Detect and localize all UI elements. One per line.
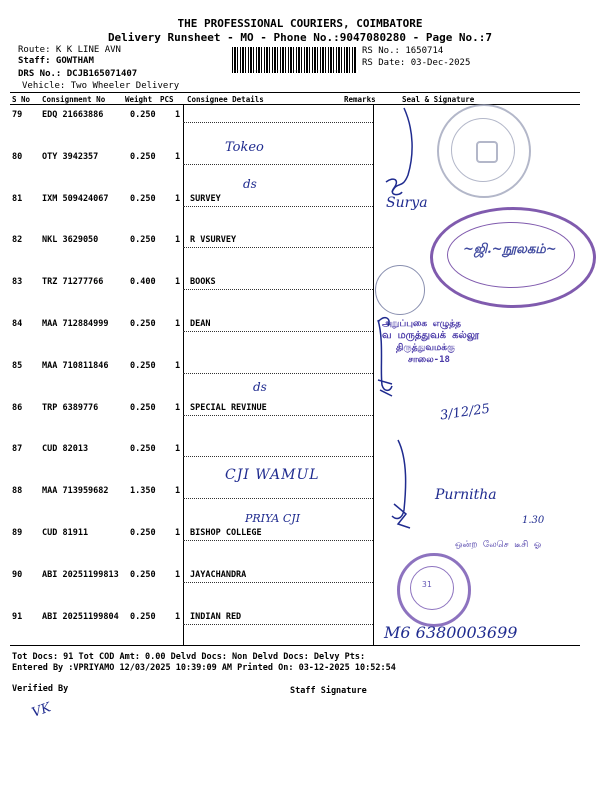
barcode [232,47,357,73]
col-pcs: PCS [160,95,174,104]
cell-consignment: MAA 710811846 [42,361,109,371]
cell-consignment: OTY 3942357 [42,152,99,162]
cell-sno: 86 [12,403,23,413]
consignee-dotted-line [183,122,373,123]
handwriting-initials: ds [243,177,257,191]
cell-pcs: 1 [175,361,181,371]
cell-pcs: 1 [175,403,181,413]
cell-consignee: INDIAN RED [190,612,242,622]
cell-sno: 83 [12,277,23,287]
table-bottom-rule [10,645,580,646]
cell-consignment: MAA 713959682 [42,486,109,496]
cell-consignment: IXM 509424067 [42,194,109,204]
stamp-line: திருத்துவமக்கு [396,343,455,353]
cell-consignment: MAA 712884999 [42,319,109,329]
drs-number: DRS No.: DCJB165071407 [18,69,138,79]
cell-consignee: SURVEY [190,194,221,204]
col-remarks: Remarks [344,95,376,104]
cell-weight: 0.250 [130,528,156,538]
cell-consignment: CUD 82013 [42,444,89,454]
handwriting-surya: Surya [386,195,428,211]
oval-stamp: ~ஜி.~நூலகம்~ [430,207,596,308]
consignee-dotted-line [183,456,373,457]
cell-weight: 0.250 [130,612,156,622]
consignee-dotted-line [183,540,373,541]
consignee-dotted-line [183,582,373,583]
consignee-dotted-line [183,289,373,290]
cell-consignment: TRP 6389776 [42,403,99,413]
handwriting-tokeo: Tokeo [225,140,264,155]
ink-stroke [378,380,392,396]
ink-stroke [386,179,402,195]
cell-sno: 88 [12,486,23,496]
cell-consignment: TRZ 71277766 [42,277,104,287]
cell-consignee: JAYACHANDRA [190,570,247,580]
cell-consignee: BOOKS [190,277,216,287]
cell-sno: 81 [12,194,23,204]
cell-consignee: BISHOP COLLEGE [190,528,262,538]
cell-pcs: 1 [175,194,181,204]
cell-sno: 79 [12,110,23,120]
handwriting-row89: PRIYA CJI [245,512,301,525]
cell-sno: 82 [12,235,23,245]
cell-pcs: 1 [175,235,181,245]
company-title: THE PROFESSIONAL COURIERS, COIMBATORE [177,17,423,30]
col-sno: S No [12,95,31,104]
college-stamp: 31 [397,553,471,627]
cell-weight: 0.400 [130,277,156,287]
col-seal-signature: Seal & Signature [402,95,475,104]
col-consignee: Consignee Details [187,95,264,104]
cell-consignment: ABI 20251199813 [42,570,119,580]
consignee-dotted-line [183,415,373,416]
handwriting-phone: M6 6380003699 [384,623,518,642]
stamp-line: சாலை-18 [408,355,450,365]
cell-weight: 0.250 [130,570,156,580]
cell-weight: 0.250 [130,444,156,454]
cell-weight: 0.250 [130,319,156,329]
cell-consignee: R VSURVEY [190,235,237,245]
cell-weight: 0.250 [130,361,156,371]
verified-initials: VK [30,700,54,721]
vehicle-label: Vehicle: Two Wheeler Delivery [22,81,180,91]
staff-label: Staff: GOWTHAM [18,56,94,66]
cell-weight: 0.250 [130,235,156,245]
verified-by-label: Verified By [12,684,69,694]
cell-sno: 89 [12,528,23,538]
consignee-dotted-line [183,247,373,248]
cell-sno: 87 [12,444,23,454]
consignee-dotted-line [183,331,373,332]
col-weight: Weight [125,95,153,104]
handwriting-row88: CJI WAMUL [225,467,320,483]
cell-consignment: NKL 3629050 [42,235,99,245]
consignee-divider [183,104,184,645]
cell-sno: 91 [12,612,23,622]
cell-sno: 84 [12,319,23,329]
cell-consignee: SPECIAL REVINUE [190,403,267,413]
cell-pcs: 1 [175,444,181,454]
cell-sno: 90 [12,570,23,580]
handwriting-poornitha: Purnitha [435,487,497,503]
cell-consignment: ABI 20251199804 [42,612,119,622]
cell-weight: 0.250 [130,152,156,162]
cell-consignee: DEAN [190,319,211,329]
staff-signature-label: Staff Signature [290,686,367,696]
cell-consignment: CUD 81911 [42,528,89,538]
cell-consignment: EDQ 21663886 [42,110,104,120]
cell-weight: 1.350 [130,486,156,496]
totals-line: Tot Docs: 91 Tot COD Amt: 0.00 Delvd Docs: Non Delvd Docs: Delvy Pts: [12,652,366,662]
cell-pcs: 1 [175,570,181,580]
tamil-stamp-89: ஒன்ற லேசெ டீசி ஓ [455,540,542,550]
handwriting-time: 1.30 [522,515,545,526]
consignee-dotted-line [183,164,373,165]
handwriting-date: 3/12/25 [439,401,491,424]
cell-pcs: 1 [175,486,181,496]
cell-pcs: 1 [175,612,181,622]
rs-date: RS Date: 03-Dec-2025 [362,58,471,68]
cell-pcs: 1 [175,319,181,329]
cell-pcs: 1 [175,110,181,120]
cell-sno: 80 [12,152,23,162]
consignee-dotted-line [183,206,373,207]
cell-pcs: 1 [175,277,181,287]
round-stamp [437,104,531,198]
ink-stroke [392,440,406,518]
col-consignment: Consignment No [42,95,106,104]
cell-pcs: 1 [175,528,181,538]
consignee-dotted-line [183,373,373,374]
entered-by-line: Entered By :VPRIYAMO 12/03/2025 10:39:09 AM Printed On: 03-12-2025 10:52:54 [12,663,396,673]
runsheet-subtitle: Delivery Runsheet - MO - Phone No.:9047080280 - Page No.:7 [107,31,493,44]
rs-number: RS No.: 1650714 [362,46,444,56]
cell-weight: 0.250 [130,194,156,204]
handwriting-initials-86: ds [253,380,267,394]
consignee-dotted-line [183,498,373,499]
table-top-rule [10,92,580,93]
remarks-ink-strokes [370,100,430,660]
stamp-line: அறுப்புகை எழுத்த [382,319,461,329]
cell-weight: 0.250 [130,403,156,413]
consignee-dotted-line [183,624,373,625]
cell-sno: 85 [12,361,23,371]
cell-weight: 0.250 [130,110,156,120]
stamp-line: வ மருத்துவக் கல்லூ [382,330,480,341]
cell-pcs: 1 [175,152,181,162]
route-label: Route: K K LINE AVN [18,45,121,55]
